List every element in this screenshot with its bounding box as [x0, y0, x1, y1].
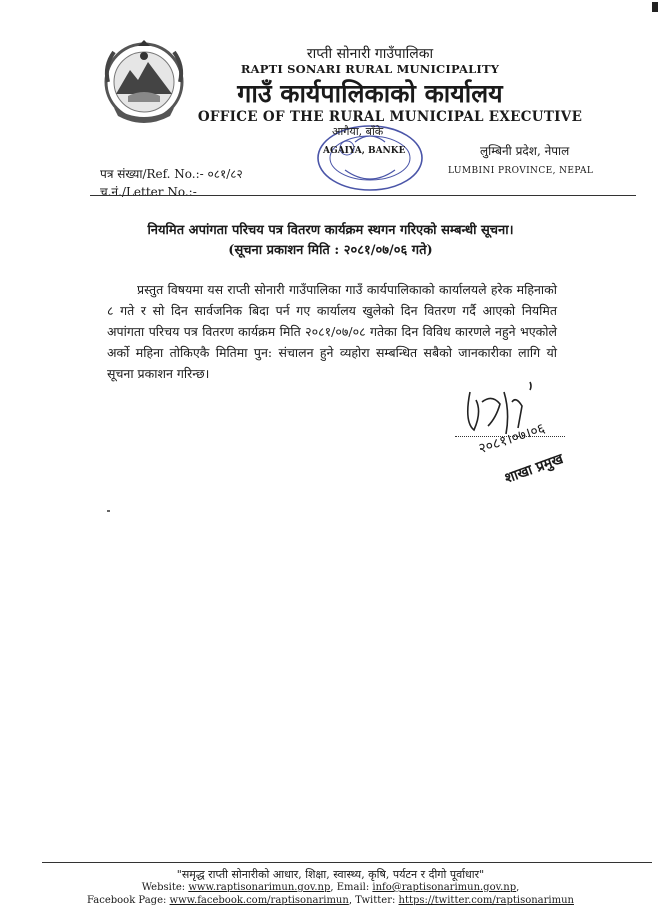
ref-label: पत्र संख्या/Ref. No.:-: [100, 167, 204, 181]
footer-motto: "समृद्ध राप्ती सोनारीको आधार, शिक्षा, स्वास्थ्य, कृषि, पर्यटन र दीगो पूर्वाधार": [176, 868, 485, 881]
signature-date: २०८१।०७।०६: [476, 420, 548, 458]
ref-number: [100, 165, 243, 182]
scan-dot: [107, 510, 110, 512]
office-title-np: गाउँ कार्यपालिकाको कार्यालय: [237, 79, 503, 108]
twitter-link[interactable]: https://twitter.com/raptisonarimun: [398, 895, 574, 906]
email-link[interactable]: info@raptisonarimun.gov.np: [372, 882, 517, 893]
footer-social: [0, 895, 661, 906]
letter-number-label: च.नं./Letter No.:-: [100, 185, 197, 199]
email-label: , Email:: [330, 882, 373, 893]
footer-divider: [42, 862, 652, 863]
office-title-en: OFFICE OF THE RURAL MUNICIPAL EXECUTIVE: [197, 109, 583, 125]
scan-corner-mark: [652, 2, 658, 12]
website-link[interactable]: www.raptisonarimun.gov.np: [188, 882, 331, 893]
header-divider: [90, 195, 636, 196]
municipality-name-np: राप्ती सोनारी गाउँपालिका: [306, 46, 434, 62]
facebook-link[interactable]: www.facebook.com/raptisonarimun: [169, 895, 349, 906]
footer-contact: [0, 882, 661, 893]
ref-value: ०८१/८२: [207, 167, 243, 181]
province-en: LUMBINI PROVINCE, NEPAL: [448, 166, 594, 176]
notice-body: प्रस्तुत विषयमा यस राप्ती सोनारी गाउँपालिका गाउँ कार्यपालिकाको कार्यालयले हरेक महिनाको ८ गते र सो दिन सार्वजनिक बिदा पर्न गए कार्यालय खुलेको दिन वितरण गर्दै आएको नियमित अपांगता परिचय पत्र वितरण कार्यक्रम मिति २०८१/०७/०८ गतेका दिन विविध कारणले नहुने भएकोले अर्को महिना तोकिएकै मितिमा पुन: संचालन हुने व्यहोरा सम्बन्धित सबैको जानकारीका लागि यो सूचना प्रकाशन गरिन्छ।: [107, 282, 557, 381]
facebook-label: Facebook Page:: [87, 895, 170, 906]
twitter-label: , Twitter:: [348, 895, 399, 906]
location-np: आगैया, बाँके: [332, 125, 384, 138]
website-label: Website:: [141, 882, 189, 893]
notice-subject: नियमित अपांगता परिचय पत्र वितरण कार्यक्रम स्थगन गरिएको सम्बन्धी सूचना।: [147, 223, 514, 238]
location-en: AGAIYA, BANKE: [323, 146, 406, 156]
publish-date: (सूचना प्रकाशन मिति : २०८१/०७/०६ गते): [228, 243, 433, 258]
signatory-title: शाखा प्रमुख: [502, 451, 566, 487]
email-suffix: ,: [516, 882, 520, 893]
province-np: लुम्बिनी प्रदेश, नेपाल: [480, 144, 570, 158]
municipality-name-en: RAPTI SONARI RURAL MUNICIPALITY: [240, 62, 500, 76]
